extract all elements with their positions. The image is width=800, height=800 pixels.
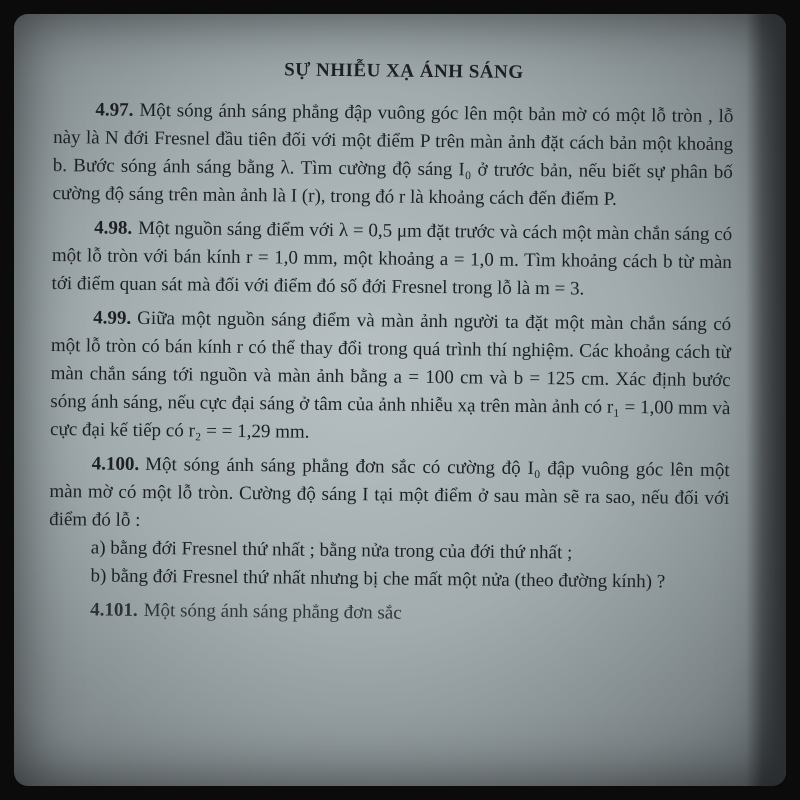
- problem-number: 4.100.: [91, 453, 140, 475]
- sub-item-b: b) bằng đới Fresnel thứ nhất nhưng bị che mất một nửa (theo đường kính) ?: [90, 565, 666, 593]
- problem-number: 4.101.: [90, 599, 138, 621]
- problem-text: Một sóng ánh sáng phẳng đập vuông góc lên một bản mờ có một lỗ tròn , lỗ này là N đới Fresnel đầu tiên đối với một điểm P trên màn ảnh đặt cách bản một khoảng b. Bước sóng ánh sáng bằng λ. Tìm cường độ sáng I₀ ở trước bản, nếu biết sự phân bố cường độ sáng trên màn ảnh là I (r), trong đó r là khoảng cách đến điểm P.: [52, 99, 734, 210]
- problem-4-98: [51, 214, 732, 305]
- problem-text: Một nguồn sáng điểm với λ = 0,5 μm đặt trước và cách một màn chắn sáng có một lỗ tròn với bán kính r = 1,0 mm, một khoảng a = 1,0 m. Tìm khoảng cách b từ màn tới điểm quan sát mà đối với điểm đó số đới Fresnel trong lỗ là m = 3.: [51, 217, 733, 300]
- problem-number: 4.98.: [94, 217, 133, 239]
- problem-text: Giữa một nguồn sáng điểm và màn ảnh người ta đặt một màn chắn sáng có một lỗ tròn có bán kính r có thể thay đổi trong quá trình thí nghiệm. Các khoảng cách từ màn chắn sáng tới nguồn và màn ảnh bằng a = 100 cm và b = 125 cm. Xác định bước sóng ánh sáng, nếu cực đại sáng ở tâm của ảnh nhiễu xạ trên màn ảnh có r₁ = 1,00 mm và cực đại kế tiếp có r₂ = = 1,29 mm.: [49, 307, 732, 443]
- problem-4-99: [50, 304, 731, 451]
- book-page: [48, 54, 734, 635]
- problem-4-97: [52, 96, 733, 215]
- problem-4-100: [48, 450, 729, 597]
- problem-text: Một sóng ánh sáng phẳng đơn sắc có cường độ I₀ đập vuông góc lên một màn mờ có một lỗ tròn. Cường độ sáng I tại một điểm ở sau màn sẽ ra sao, nếu đối với điểm đó lỗ :: [49, 453, 730, 531]
- photo-frame: [14, 14, 786, 786]
- page-edge-shadow: [746, 14, 786, 786]
- problem-4-101: [48, 596, 728, 629]
- sub-item-a: a) bằng đới Fresnel thứ nhất ; bằng nửa trong của đới thứ nhất ;: [90, 537, 573, 564]
- problem-text: Một sóng ánh sáng phẳng đơn sắc: [143, 599, 402, 624]
- problem-number: 4.99.: [93, 307, 132, 329]
- page-title: SỰ NHIỄU XẠ ÁNH SÁNG: [284, 59, 524, 83]
- problem-number: 4.97.: [95, 99, 134, 121]
